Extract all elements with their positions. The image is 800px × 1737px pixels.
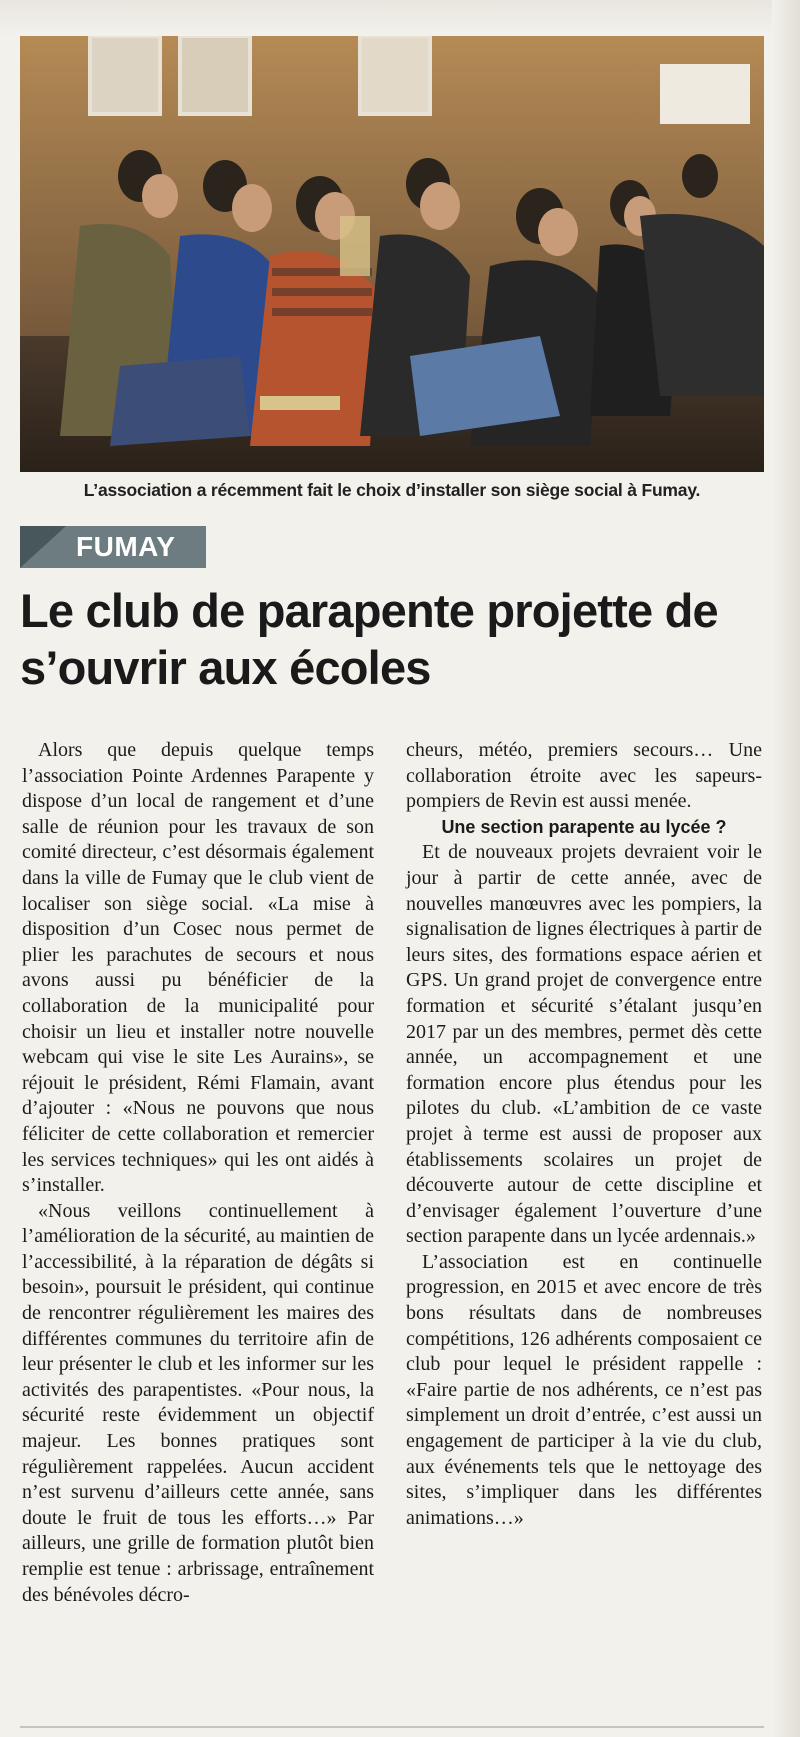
kicker-label: FUMAY	[76, 531, 176, 562]
previous-article-bleed	[0, 0, 800, 36]
adjacent-article-bleed	[772, 0, 800, 1737]
article-column-left	[22, 738, 374, 1608]
audience-photo-icon	[20, 36, 764, 472]
page-divider	[20, 1726, 764, 1728]
location-kicker	[20, 526, 206, 568]
article-column-right	[406, 738, 762, 1531]
paragraph: L’association est en continuelle progression, en 2015 et avec encore de très bons résultats dans de nombreuses compétitions, 126 adhérents composaient ce club pour lequel le président rappelle : «Faire partie de nos adhérents, ce n’est pas simplement un droit d’entrée, c’est aussi un engagement de participer à la vie du club, aux événements tels que le nettoyage des sites, s’impliquer dans les différentes animations…»	[406, 1250, 762, 1529]
section-subhead: Une section parapente au lycée ?	[441, 816, 727, 837]
paragraph: cheurs, météo, premiers secours… Une collaboration étroite avec les sapeurs-pompiers de Revin est aussi menée.	[406, 739, 762, 813]
photo-caption: L’association a récemment fait le choix d’installer son siège social à Fumay.	[83, 480, 701, 500]
article-photo	[20, 36, 764, 472]
paragraph: Et de nouveaux projets devraient voir le jour à partir de cette année, avec de nouvelles manœuvres avec les pompiers, la signalisation de lignes électriques à partir de leurs sites, des formations espace aérien et GPS. Un grand projet de convergence entre formation et sécurité s’étalant jusqu’en 2017 par un des membres, permet dès cette année, un accompagnement et une formation encore plus étendus pour les pilotes du club. «L’ambition de ce vaste projet à terme est aussi de proposer aux établissements scolaires un projet de découverte autour de cette discipline et d’envisager également l’ouverture d’une section parapente dans un lycée ardennais.»	[406, 841, 762, 1248]
article-headline: Le club de parapente projette de s’ouvrir aux écoles	[20, 584, 718, 694]
paragraph: «Nous veillons continuellement à l’amélioration de la sécurité, au maintien de l’accessibilité, à la réparation de dégâts si besoin», poursuit le président, qui continue de rencontrer régulièrement les maires des différentes communes du territoire afin de leur présenter le club et les informer sur les activités des parapentistes. «Pour nous, la sécurité reste évidemment un objectif majeur. Les bonnes pratiques sont régulièrement rappelées. Aucun accident n’est survenu d’ailleurs cette année, sans doute le fruit de tous les efforts…» Par ailleurs, une grille de formation plutôt bien remplie est tenue : arbrissage, entraînement des bénévoles décro-	[22, 1199, 374, 1606]
paragraph: Alors que depuis quelque temps l’association Pointe Ardennes Parapente y dispose d’un local de rangement et d’une salle de réunion pour les travaux de son comité directeur, c’est désormais également dans la ville de Fumay que le club vient de localiser son siège social. «La mise à disposition d’un Cosec nous permet de plier les parachutes de secours et nous avons aussi pu bénéficier de la collaboration de la municipalité pour choisir un lieu et installer notre nouvelle webcam qui vise le site Les Aurains», se réjouit le président, Rémi Flamain, avant d’ajouter : «Nous ne pouvons que nous féliciter de cette collaboration et remercier les services techniques» qui les ont aidés à s’installer.	[22, 739, 374, 1197]
